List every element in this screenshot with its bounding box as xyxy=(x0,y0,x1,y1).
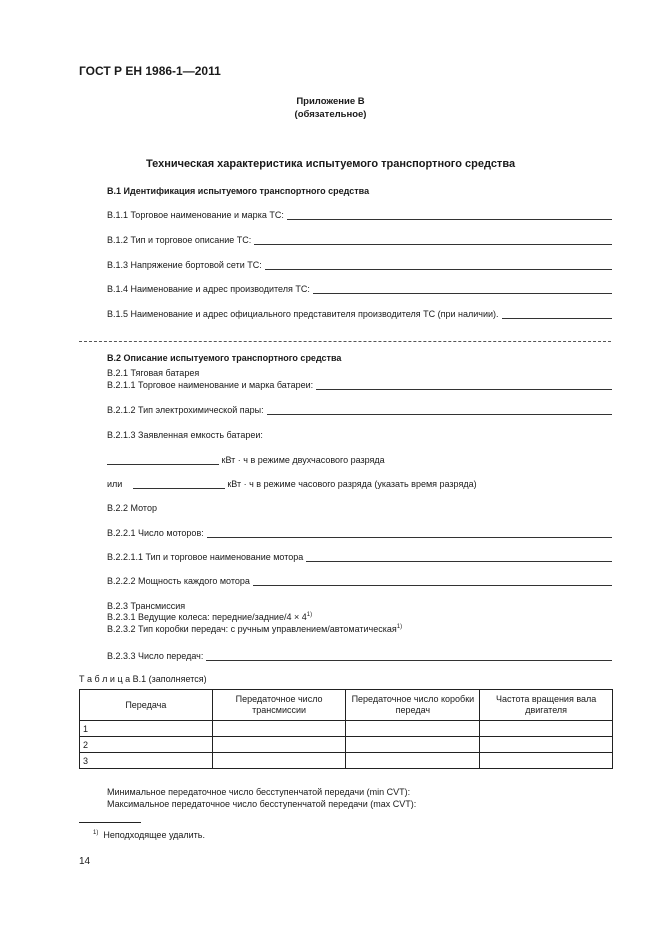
section-heading-b2: В.2 Описание испытуемого транспортного средства xyxy=(107,353,342,363)
table-cell[interactable] xyxy=(480,737,613,753)
table-cell[interactable] xyxy=(346,737,480,753)
table-cell[interactable] xyxy=(212,721,346,737)
subsection-b21: В.2.1 Тяговая батарея xyxy=(107,368,200,378)
footnote-text: Неподходящее удалить. xyxy=(103,830,205,840)
table-cell[interactable] xyxy=(346,721,480,737)
field-b112 xyxy=(107,235,612,245)
field-b2211 xyxy=(107,552,612,562)
blank-line[interactable] xyxy=(254,235,612,245)
field-b233 xyxy=(107,651,612,661)
section-heading-b1: В.1 Идентификация испытуемого транспортного средства xyxy=(107,186,370,196)
field-label: В.2.3.1 Ведущие колеса: передние/задние/4 × 4 xyxy=(107,612,307,622)
field-label: В.2.1.2 Тип электрохимической пары: xyxy=(107,405,264,415)
footnote-mark: 1) xyxy=(93,830,99,836)
field-label: В.1.2 Тип и торговое описание ТС: xyxy=(107,235,252,245)
subsection-b23: В.2.3 Трансмиссия xyxy=(107,601,186,611)
header-engine-speed: Частота вращения вала двигателя xyxy=(480,690,613,721)
header-gear: Передача xyxy=(80,690,213,721)
cvt-max: Максимальное передаточное число бесступенчатой передачи (max CVT): xyxy=(107,799,417,809)
field-label: В.2.2.2 Мощность каждого мотора xyxy=(107,576,250,586)
table-row xyxy=(80,753,613,769)
field-b115 xyxy=(107,309,612,319)
capacity-2h-blank[interactable] xyxy=(107,455,219,465)
table-cell[interactable] xyxy=(212,737,346,753)
gear-ratio-table xyxy=(79,689,613,769)
blank-line[interactable] xyxy=(253,576,612,586)
footnote-ref: 1) xyxy=(396,624,403,630)
field-label: В.2.2.1 Число моторов: xyxy=(107,528,204,538)
footnote-ref: 1) xyxy=(306,612,313,618)
blank-line[interactable] xyxy=(306,552,612,562)
field-b212 xyxy=(107,405,612,415)
cvt-min: Минимальное передаточное число бесступенчатой передачи (min CVT): xyxy=(107,787,411,797)
capacity-2h-label: кВт · ч в режиме двухчасового разряда xyxy=(221,455,385,465)
field-label: В.2.3.3 Число передач: xyxy=(107,651,204,661)
footnote xyxy=(93,830,205,840)
table-row xyxy=(80,721,613,737)
page-number: 14 xyxy=(79,856,91,867)
appendix-title: Приложение В xyxy=(296,96,365,107)
capacity-or-label: или xyxy=(107,479,123,489)
blank-line[interactable] xyxy=(206,651,612,661)
field-b213: В.2.1.3 Заявленная емкость батареи: xyxy=(107,430,263,440)
appendix-note: (обязательное) xyxy=(294,109,367,120)
header-transmission-ratio: Передаточное число трансмиссии xyxy=(212,690,346,721)
blank-line[interactable] xyxy=(316,380,612,390)
main-title: Техническая характеристика испытуемого транспортного средства xyxy=(145,158,516,170)
field-label: В.1.1 Торговое наименование и марка ТС: xyxy=(107,210,284,220)
table-cell[interactable] xyxy=(480,753,613,769)
field-label: В.1.4 Наименование и адрес производителя ТС: xyxy=(107,284,310,294)
separator-line xyxy=(79,341,611,342)
document-header: ГОСТ Р ЕН 1986-1—2011 xyxy=(79,64,221,78)
field-b222 xyxy=(107,576,612,586)
table-cell[interactable] xyxy=(480,721,613,737)
blank-line[interactable] xyxy=(502,309,612,319)
table-header-row xyxy=(80,690,613,721)
blank-line[interactable] xyxy=(207,528,612,538)
footnote-rule xyxy=(79,822,141,823)
capacity-1h-label: кВт · ч в режиме часового разряда (указать время разряда) xyxy=(227,479,477,489)
field-b221 xyxy=(107,528,612,538)
field-label: В.2.3.2 Тип коробки передач: с ручным управлением/автоматическая xyxy=(107,624,397,634)
field-b231 xyxy=(107,612,312,622)
blank-line[interactable] xyxy=(313,284,612,294)
field-b113 xyxy=(107,260,612,270)
table-cell[interactable] xyxy=(212,753,346,769)
table-cell: 2 xyxy=(80,737,213,753)
field-b232 xyxy=(107,624,402,634)
field-b111 xyxy=(107,210,612,220)
field-label: В.2.2.1.1 Тип и торговое наименование мотора xyxy=(107,552,304,562)
field-label: В.1.5 Наименование и адрес официального представителя производителя ТС (при наличии). xyxy=(107,309,499,319)
blank-line[interactable] xyxy=(267,405,612,415)
table-caption: Т а б л и ц а В.1 (заполняется) xyxy=(79,674,207,684)
table-row xyxy=(80,737,613,753)
subsection-b22: В.2.2 Мотор xyxy=(107,503,157,513)
capacity-1h-blank[interactable] xyxy=(133,479,225,489)
field-b114 xyxy=(107,284,612,294)
capacity-1h-line xyxy=(107,479,477,489)
capacity-2h-line xyxy=(107,455,385,465)
field-b211 xyxy=(107,380,612,390)
table-cell: 3 xyxy=(80,753,213,769)
field-label: В.1.3 Напряжение бортовой сети ТС: xyxy=(107,260,262,270)
blank-line[interactable] xyxy=(287,210,612,220)
header-gearbox-ratio: Передаточное число коробки передач xyxy=(346,690,480,721)
table-cell[interactable] xyxy=(346,753,480,769)
blank-line[interactable] xyxy=(265,260,612,270)
field-label: В.2.1.1 Торговое наименование и марка батареи: xyxy=(107,380,314,390)
table-cell: 1 xyxy=(80,721,213,737)
